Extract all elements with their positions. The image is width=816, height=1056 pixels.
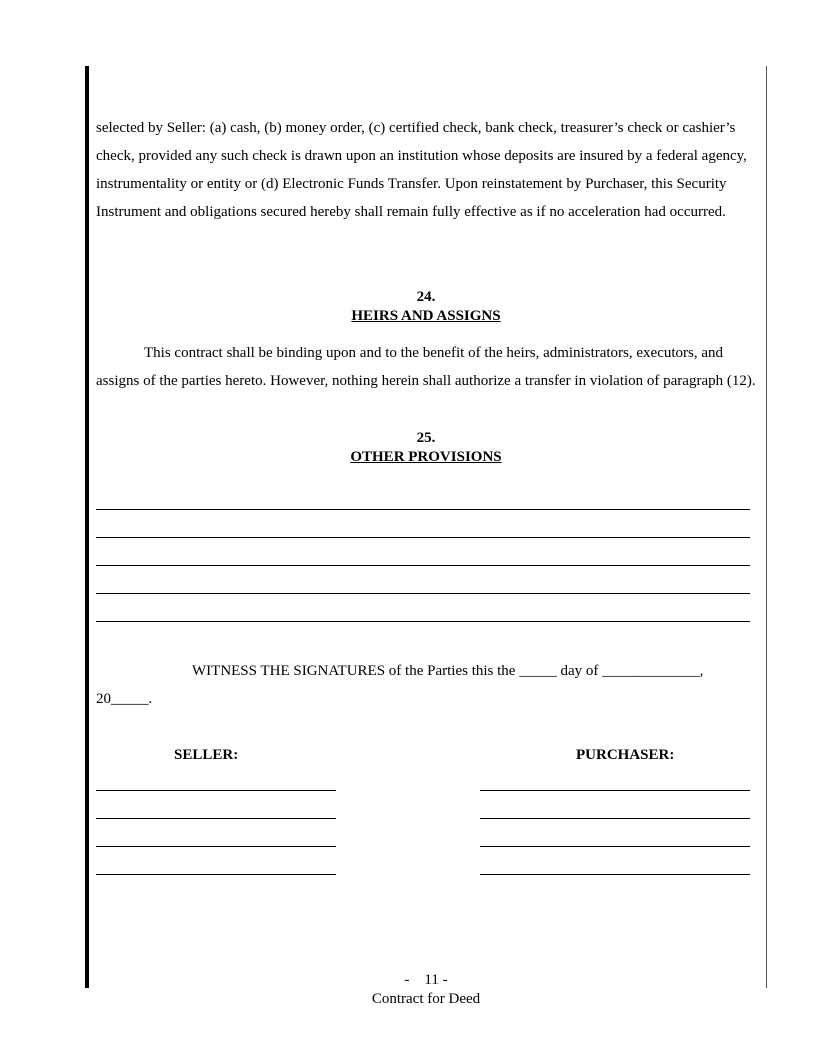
- seller-label: SELLER:: [174, 747, 239, 763]
- page-number: - 11 -: [404, 972, 448, 988]
- other-provisions-line[interactable]: [96, 565, 750, 566]
- section-24-title-text: HEIRS AND ASSIGNS: [351, 308, 501, 324]
- left-margin-bar: [85, 66, 89, 988]
- section-23-continuation: selected by Seller: (a) cash, (b) money order, (c) certified check, bank check, treasurer’s check or cashier’s check, provided any such check is drawn upon an institution whose deposits are insured by a federal agency, instrumentality or entity or (d) Electronic Funds Transfer. Upon reinstatement by Purchaser, this Security Instrument and obligations secured hereby shall remain fully effective as if no acceleration had occurred.: [96, 120, 747, 220]
- witness-line-1: WITNESS THE SIGNATURES of the Parties this the _____ day of _____________,: [192, 663, 704, 679]
- right-margin-bar: [766, 66, 767, 988]
- other-provisions-line[interactable]: [96, 537, 750, 538]
- purchaser-signature-line[interactable]: [480, 790, 750, 791]
- section-24-title: [96, 307, 756, 326]
- section-25-title: [96, 448, 756, 467]
- purchaser-signature-line[interactable]: [480, 846, 750, 847]
- other-provisions-line[interactable]: [96, 593, 750, 594]
- section-24-text: This contract shall be binding upon and to the benefit of the heirs, administrators, executors, and assigns of the parties hereto. However, nothing herein shall authorize a transfer in violation of paragraph (12).: [96, 345, 756, 389]
- section-25-number: 25.: [416, 430, 436, 446]
- seller-signature-line[interactable]: [96, 846, 336, 847]
- witness-line-2: 20_____.: [96, 691, 153, 707]
- other-provisions-line[interactable]: [96, 509, 750, 510]
- seller-signature-line[interactable]: [96, 874, 336, 875]
- purchaser-signature-line[interactable]: [480, 818, 750, 819]
- section-24-number: 24.: [416, 289, 436, 305]
- seller-signature-line[interactable]: [96, 818, 336, 819]
- section-25-title-text: OTHER PROVISIONS: [350, 449, 502, 465]
- other-provisions-line[interactable]: [96, 621, 750, 622]
- purchaser-label: PURCHASER:: [576, 747, 675, 763]
- document-title-footer: Contract for Deed: [371, 991, 481, 1007]
- seller-signature-line[interactable]: [96, 790, 336, 791]
- purchaser-signature-line[interactable]: [480, 874, 750, 875]
